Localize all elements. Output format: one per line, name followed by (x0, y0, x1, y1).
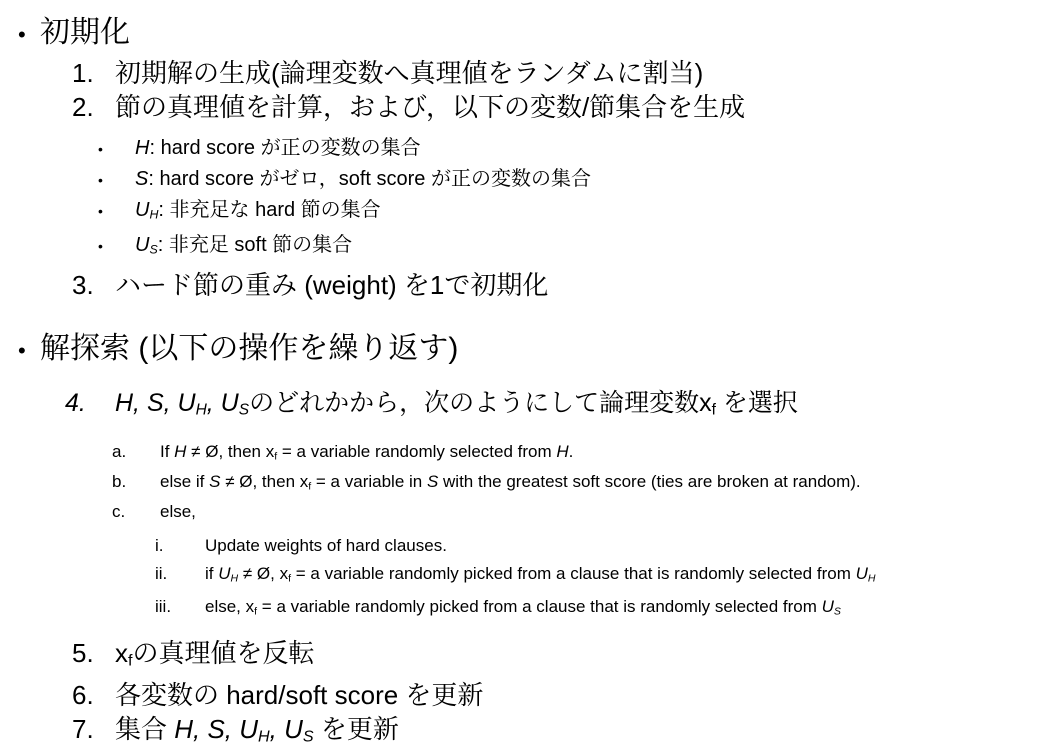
step-select-variable (65, 385, 1057, 428)
subcase-iii-text: else, xf = a variable randomly picked from a clause that is randomly selected from US (205, 596, 841, 618)
bullet-icon: • (18, 22, 26, 47)
step-compute-truth-text: 節の真理値を計算，および，以下の変数/節集合を生成 (115, 92, 746, 122)
step-number: 4. (65, 389, 86, 418)
case-b-text: else if S ≠ Ø, then xf = a variable in S with the greatest soft score (ties are broken at random). (160, 472, 861, 493)
subcase-i (155, 532, 1057, 560)
step-number: 5. (72, 638, 94, 669)
case-a (112, 439, 1057, 469)
heading-search (18, 328, 1057, 372)
step-init-weight-text: ハード節の重み (weight) を1で初期化 (115, 270, 549, 301)
case-c (112, 499, 1057, 525)
step-compute-truth (72, 90, 1057, 124)
step-update-score-text: 各変数の hard/soft score を更新 (115, 679, 484, 710)
heading-initialization-text: 初期化 (40, 16, 130, 49)
bullet-icon: • (98, 203, 103, 219)
step-initial-solution (72, 56, 1057, 90)
heading-initialization (18, 12, 1057, 56)
step-number: 3. (72, 270, 94, 301)
step-number: 2. (72, 92, 94, 122)
set-def-s-text: S: hard score がゼロ，soft score が正の変数の集合 (135, 168, 591, 190)
bullet-icon: • (18, 338, 26, 364)
case-c-text: else, (160, 502, 196, 522)
case-b (112, 469, 1057, 499)
bullet-icon: • (98, 141, 103, 157)
step-select-variable-text: H, S, UH, USのどれかから，次のようにして論理変数xf を選択 (115, 389, 798, 419)
set-def-us-text: US: 非充足 soft 節の集合 (135, 233, 353, 257)
subcase-ii (155, 560, 1057, 592)
step-initial-solution-text: 初期解の生成(論理変数へ真理値をランダムに割当) (115, 58, 704, 88)
roman-numeral: ii. (155, 564, 168, 584)
step-number: 7. (72, 713, 94, 744)
step-update-score (72, 678, 1057, 712)
set-def-uh-text: UH: 非充足な hard 節の集合 (135, 199, 381, 222)
heading-search-text: 解探索 (以下の操作を繰り返す) (40, 332, 459, 366)
roman-numeral: i. (155, 536, 164, 556)
case-a-text: If H ≠ Ø, then xf = a variable randomly selected from H. (160, 441, 574, 463)
set-def-uh (98, 195, 1057, 230)
bullet-icon: • (98, 172, 103, 188)
subcase-i-text: Update weights of hard clauses. (205, 536, 447, 556)
step-flip (72, 636, 1057, 678)
case-letter: c. (112, 502, 126, 522)
step-flip-text: xfの真理値を反転 (115, 638, 315, 670)
case-letter: a. (112, 441, 127, 461)
subcase-ii-text: if UH ≠ Ø, xf = a variable randomly picked from a clause that is randomly selected from UH (205, 564, 876, 585)
step-init-weight (72, 268, 1057, 302)
case-letter: b. (112, 472, 127, 492)
set-def-h (98, 133, 1057, 164)
step-number: 6. (72, 679, 94, 710)
bullet-icon: • (98, 237, 103, 254)
set-def-h-text: H: hard score が正の変数の集合 (135, 137, 421, 159)
set-def-s (98, 164, 1057, 195)
roman-numeral: iii. (155, 596, 172, 616)
step-update-sets-text: 集合 H, S, UH, US を更新 (115, 713, 399, 746)
step-update-sets (72, 712, 1057, 753)
subcase-iii (155, 593, 1057, 625)
step-number: 1. (72, 58, 94, 88)
set-def-us (98, 230, 1057, 265)
